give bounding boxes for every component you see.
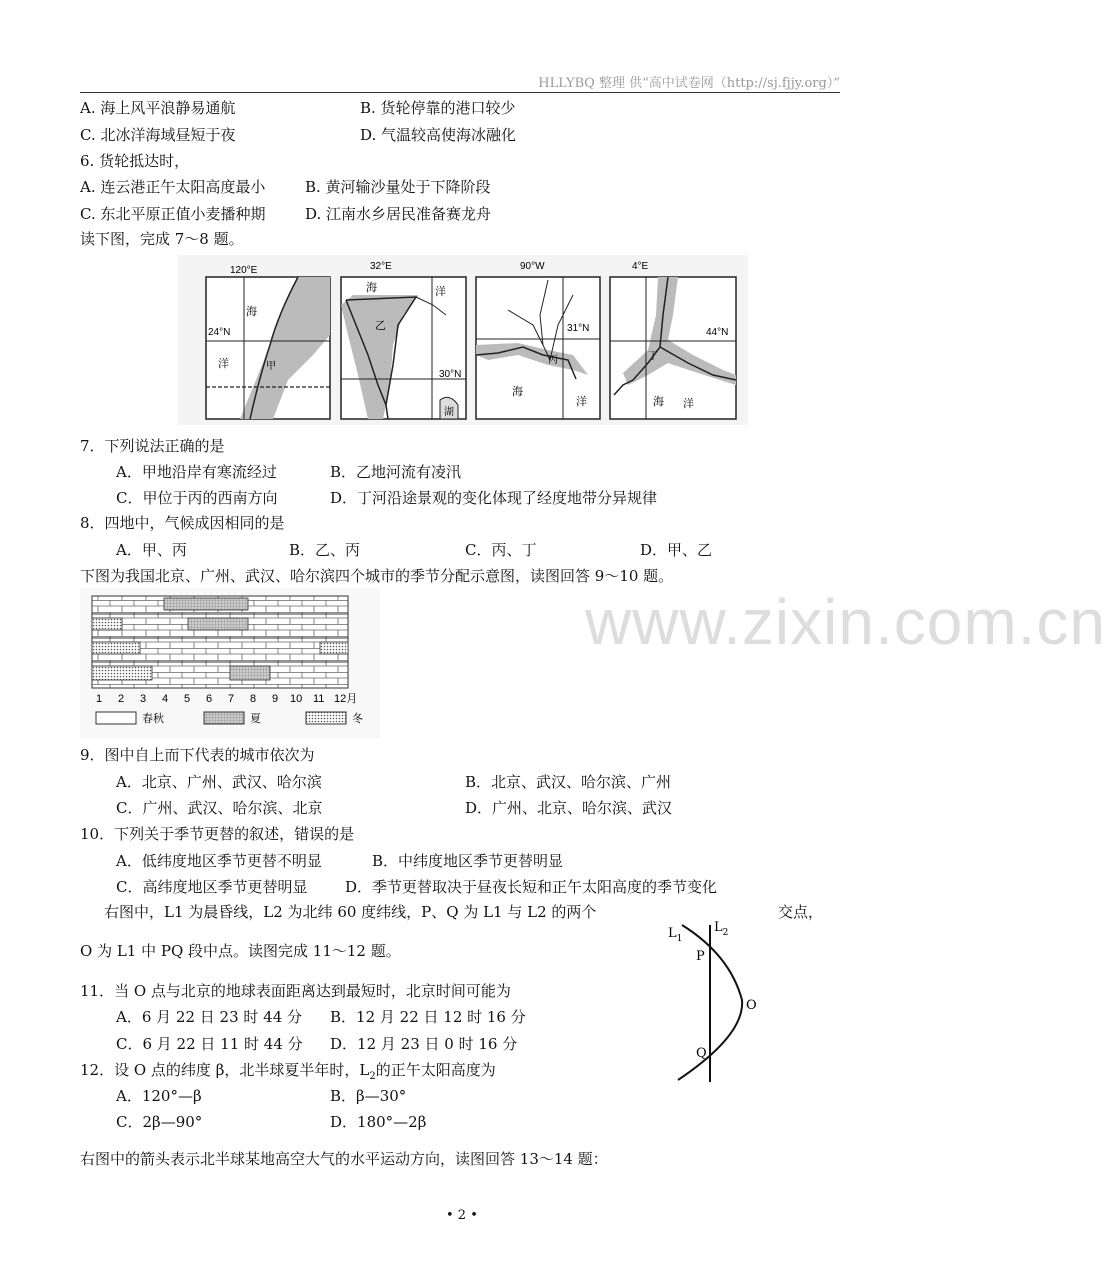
map3-lat-label: 31°N xyxy=(567,323,590,334)
map4-ding-label: 丁 xyxy=(648,351,658,362)
month-tick-11: 11 xyxy=(313,693,325,705)
point-o-label: O xyxy=(746,998,757,1013)
map-3 xyxy=(476,261,600,419)
map1-lon-label: 120°E xyxy=(230,265,258,276)
q10-option-d: D．季节更替取决于昼夜长短和正午太阳高度的季节变化 xyxy=(345,878,718,896)
q6-option-b: B. 黄河输沙量处于下降阶段 xyxy=(305,178,491,196)
map2-lat-label: 30°N xyxy=(439,369,462,380)
intro-9-10: 下图为我国北京、广州、武汉、哈尔滨四个城市的季节分配示意图，读图回答 9～10 题。 xyxy=(80,567,674,585)
l1-label: $L_1$ xyxy=(668,926,683,944)
month-tick-10: 10 xyxy=(290,693,303,705)
map2-ocean-label: 洋 xyxy=(435,285,446,298)
l2-label: $L_2$ xyxy=(714,920,729,938)
q8-option-b: B．乙、丙 xyxy=(289,541,361,559)
q11-option-a: A．6 月 22 日 23 时 44 分 xyxy=(116,1008,303,1026)
map2-yi-label: 乙 xyxy=(375,319,386,332)
q8-option-d: D．甲、乙 xyxy=(640,541,713,559)
q9-option-d: D．广州、北京、哈尔滨、武汉 xyxy=(465,799,673,817)
intro-7-8: 读下图，完成 7～8 题。 xyxy=(80,230,244,248)
legend-swatch-spring-autumn xyxy=(96,712,136,724)
q9-option-a: A．北京、广州、武汉、哈尔滨 xyxy=(116,773,322,791)
q7-option-c: C．甲位于丙的西南方向 xyxy=(116,489,278,507)
q10-option-a: A．低纬度地区季节更替不明显 xyxy=(116,852,322,870)
q10-option-c: C．高纬度地区季节更替明显 xyxy=(116,878,308,896)
q12-option-d: D．180°—2β xyxy=(330,1113,427,1131)
intro-13-14: 右图中的箭头表示北半球某地高空大气的水平运动方向，读图回答 13～14 题： xyxy=(80,1150,608,1168)
q8-option-c: C．丙、丁 xyxy=(465,541,537,559)
map2-sea-label: 海 xyxy=(366,281,377,294)
month-tick-2: 2 xyxy=(118,693,125,705)
q9-option-b: B．北京、武汉、哈尔滨、广州 xyxy=(465,773,672,791)
intro-11-12-line2: O 为 L1 中 PQ 段中点。读图完成 11～12 题。 xyxy=(80,942,401,960)
month-tick-6: 6 xyxy=(206,693,213,705)
map-1 xyxy=(206,265,330,419)
q12-option-c: C．2β—90° xyxy=(116,1113,203,1131)
legend-spring-autumn: 春秋 xyxy=(142,712,164,725)
q10-stem: 10．下列关于季节更替的叙述，错误的是 xyxy=(80,825,355,843)
map1-sea-label: 海 xyxy=(246,305,257,318)
map4-ocean-label: 洋 xyxy=(683,397,694,410)
q7-stem: 7．下列说法正确的是 xyxy=(80,437,225,455)
map3-sea-label: 海 xyxy=(512,385,523,398)
q8-stem: 8．四地中，气候成因相同的是 xyxy=(80,514,285,532)
page-number: • 2 • xyxy=(446,1208,478,1223)
intro-11-12-line1: 右图中，L1 为晨昏线，L2 为北纬 60 度纬线，P、Q 为 L1 与 L2 的两个 xyxy=(104,903,597,921)
q12-option-a: A．120°—β xyxy=(116,1087,202,1105)
month-tick-8: 8 xyxy=(250,693,257,705)
legend-swatch-summer xyxy=(204,712,244,724)
q5-option-a: A. 海上风平浪静易通航 xyxy=(80,99,236,117)
map3-lon-label: 90°W xyxy=(520,261,545,272)
legend-winter: 冬 xyxy=(352,712,363,725)
intro-11-12-line1-end: 交点， xyxy=(778,903,824,921)
q5-option-c: C. 北冰洋海域昼短于夜 xyxy=(80,126,236,144)
q9-stem: 9．图中自上而下代表的城市依次为 xyxy=(80,746,315,764)
point-p-label: P xyxy=(696,949,705,964)
q6-option-d: D. 江南水乡居民准备赛龙舟 xyxy=(305,205,492,223)
legend-swatch-winter xyxy=(306,712,346,724)
map3-bing-label: 丙 xyxy=(548,355,558,366)
page-header: HLLYBQ 整理 供“高中试卷网（http://sj.fjjy.org）” xyxy=(538,76,840,91)
legend-summer: 夏 xyxy=(250,712,261,725)
q5-option-d: D. 气温较高使海冰融化 xyxy=(360,126,517,144)
q11-option-d: D．12 月 23 日 0 时 16 分 xyxy=(330,1035,518,1053)
terminator-diagram xyxy=(660,915,770,1085)
q6-option-a: A. 连云港正午太阳高度最小 xyxy=(80,178,266,196)
month-tick-3: 3 xyxy=(140,693,147,705)
q5-option-b: B. 货轮停靠的港口较少 xyxy=(360,99,516,117)
map-4 xyxy=(610,261,736,419)
q7-option-b: B．乙地河流有凌汛 xyxy=(330,463,462,481)
month-tick-4: 4 xyxy=(162,693,169,705)
maps-figure xyxy=(178,255,748,425)
map3-ocean-label: 洋 xyxy=(576,395,587,408)
header-rule xyxy=(80,92,840,93)
season-chart xyxy=(80,588,380,738)
month-tick-1: 1 xyxy=(96,693,103,705)
q7-option-d: D．丁河沿途景观的变化体现了经度地带分异规律 xyxy=(330,489,658,507)
month-tick-12: 12月 xyxy=(334,693,358,705)
map1-ocean-label: 洋 xyxy=(218,357,229,370)
map4-sea-label: 海 xyxy=(653,395,664,408)
map4-lon-label: 4°E xyxy=(632,261,649,272)
map2-lake-label: 湖 xyxy=(444,407,454,418)
watermark: www.zixin.com.cn xyxy=(585,586,1106,658)
map4-lat-label: 44°N xyxy=(706,327,729,338)
map-2 xyxy=(341,261,466,419)
map1-jia-label: 甲 xyxy=(266,361,276,372)
q7-option-a: A．甲地沿岸有寒流经过 xyxy=(116,463,277,481)
q9-option-c: C．广州、武汉、哈尔滨、北京 xyxy=(116,799,323,817)
q11-option-c: C．6 月 22 日 11 时 44 分 xyxy=(116,1035,303,1053)
q12-option-b: B．β—30° xyxy=(330,1087,407,1105)
month-tick-9: 9 xyxy=(272,693,279,705)
point-q-label: Q xyxy=(696,1046,707,1061)
q10-option-b: B．中纬度地区季节更替明显 xyxy=(372,852,564,870)
map1-lat-label: 24°N xyxy=(208,327,231,338)
month-tick-5: 5 xyxy=(184,693,191,705)
q12-stem: 12．设 O 点的纬度 β，北半球夏半年时，$L_2$的正午太阳高度为 xyxy=(80,1061,496,1082)
month-tick-7: 7 xyxy=(228,693,235,705)
q6-stem: 6. 货轮抵达时， xyxy=(80,152,190,170)
q11-option-b: B．12 月 22 日 12 时 16 分 xyxy=(330,1008,526,1026)
q11-stem: 11．当 O 点与北京的地球表面距离达到最短时，北京时间可能为 xyxy=(80,982,511,1000)
map2-lon-label: 32°E xyxy=(370,261,392,272)
q8-option-a: A．甲、丙 xyxy=(116,541,187,559)
q6-option-c: C. 东北平原正值小麦播种期 xyxy=(80,205,266,223)
